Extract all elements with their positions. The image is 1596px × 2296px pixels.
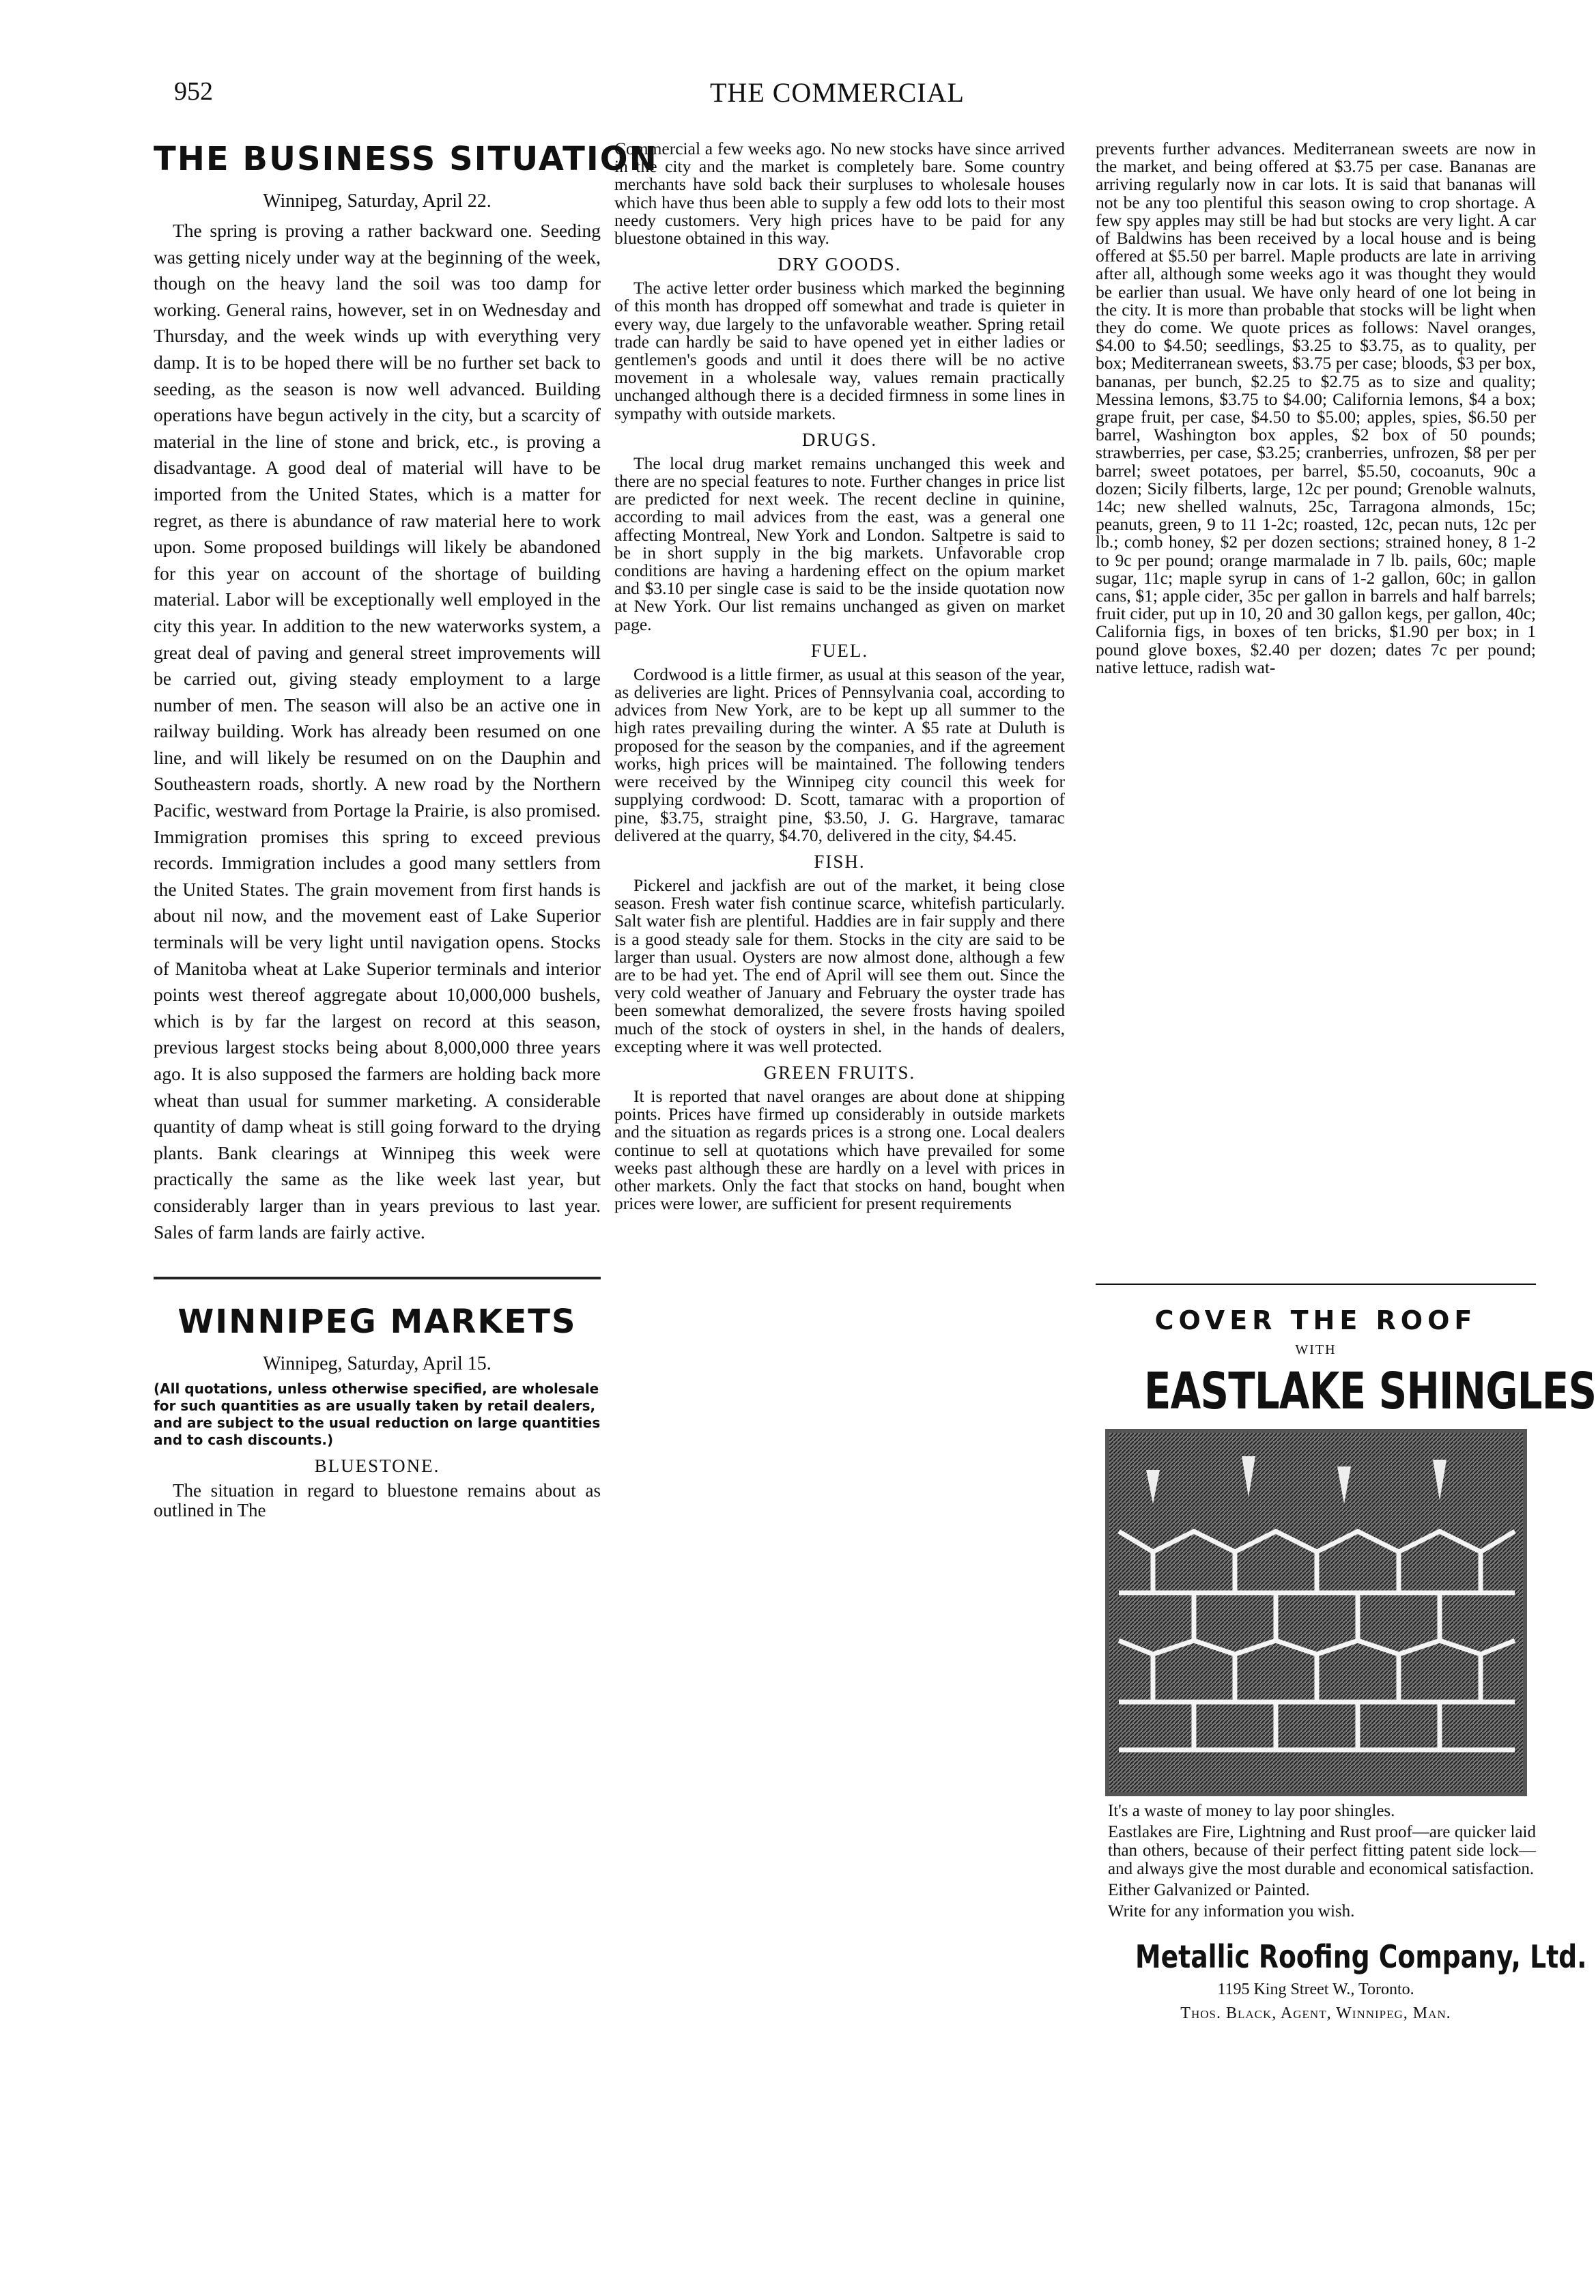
fuel-paragraph: Cordwood is a little firmer, as usual at this season of the year, as deliveries are light. Prices of Pennsylvania coal, according to advices from New York, are to be kept up all summer to the high rates prevailing during the winter. A $5 rate at Duluth is proposed for the season by the companies, and if the agreement works, high prices will be maintained. The following tenders were received by the Winnipeg city council this week for supplying cordwood: D. Scott, tamarac with a proportion of pine, $3.75, straight pine, $3.50, J. G. Hargrave, tamarac delivered at the quarry, $4.70, delivered in the city, $4.45. <box>614 664 1065 845</box>
bluestone-paragraph-start: The situation in regard to bluestone remains about as outlined in The <box>154 1480 601 1521</box>
ad-with: WITH <box>1295 1342 1337 1357</box>
business-situation-heading: THE BUSINESS SITUATION <box>154 140 658 178</box>
dry-goods-heading: DRY GOODS. <box>778 254 902 275</box>
fish-heading: FISH. <box>814 851 866 872</box>
green-fruits-paragraph-cont: prevents further advances. Mediterranean sweets are now in the market, and being offered at $3.75 per case. Bananas are arriving regularly now in car lots. It is said that bananas will not be any too plentiful this season owing to crop shortage. A few spy apples may still be had but stocks are very light. A car of Baldwins has been received by a local house and is being offered at $5.50 per barrel. Maple products are late in arriving after all, although some weeks ago it was thought they would be earlier than usual. We have only heard of one lot being in the city. It is more than probable that stocks will be light when they do come. We quote prices as follows: Navel oranges, $4.00 to $4.50; seedlings, $3.25 to $3.75, as to quality, per box; Mediterranean sweets, $3.75 per case; bloods, $3 per box, bananas, per bunch, $2.25 to $2.75 as to size and quality; Messina lemons, $3.75 to $4.00; California lemons, $4 a box; grape fruit, per case, $4.50 to $5.00; apples, spies, $6.50 per barrel, Washington box apples, $2 box of 50 pounds; strawberries, per case, $3.25; cranberries, unfrozen, $8 per per barrel; sweet potatoes, per barrel, $5.50, cocoanuts, 90c a dozen; Sicily filberts, large, 12c per pound; Grenoble walnuts, 14c; new shelled walnuts, 25c, Tarragona almonds, 15c; peanuts, green, 9 to 11 1-2c; roasted, 12c, pecan nuts, 12c per lb.; comb honey, $2 per dozen sections; strained honey, 8 1-2 to 9c per pound; orange marmalade in 7 lb. pails, 60c; maple sugar, 11c; maple syrup in cans of 1-2 gallon, 60c; in gallon cans, $1; apple cider, 35c per gallon in barrels and half barrels; fruit cider, put up in 10, 20 and 30 gallon kegs, per gallon, 40c; California figs, in boxes of ten bricks, $1.90 per box; in 1 pound glove boxes, $2.40 per dozen; dates 7c per pound; native lettuce, radish wat- <box>1096 139 1536 677</box>
quotations-note: (All quotations, unless otherwise specified, are wholesale for such quantities as are usually taken by retail dealers, and are subject to the usual reduction on large quantities and to cash discounts.) <box>154 1380 601 1449</box>
bluestone-paragraph-cont: Commercial a few weeks ago. No new stocks have since arrived in the city and the market is completely bare. Some country merchants have sold back their surpluses to wholesale houses which have thus been able to supply a few odd lots to their most needy customers. Very high prices have to be paid for any bluestone obtained in this way. <box>614 139 1065 249</box>
ad-headline: COVER THE ROOF <box>1154 1305 1477 1335</box>
ad-company-name: Metallic Roofing Company, Ltd. <box>1135 1938 1587 1975</box>
ad-address: 1195 King Street W., Toronto. <box>1217 1981 1414 1998</box>
business-paragraph: The spring is proving a rather backward one. Seeding was getting nicely under way at the beginning of the week, though on the heavy land the soil was too damp for working. General rains, however, set in on Wednesday and Thursday, and the week winds up with everything very damp. It is to be hoped there will be no further set back to seeding, as the season is now well advanced. Building operations have begun actively in the city, but a scarcity of material in the line of stone and brick, etc., is proving a disadvantage. A good deal of material will have to be imported from the United States, which is a matter for regret, as there is abundance of raw material here to work upon. Some proposed buildings will likely be abandoned for this year on account of the shortage of building material. Labor will be exceptionally well employed in the city this year. In addition to the new waterworks system, a great deal of paving and general street improvements will be carried out, giving steady employment to a large number of men. The season will also be an active one in railway building. Work has already been resumed on one line, and will likely be resumed on on the Dauphin and Southeastern roads, shortly. A new road by the Northern Pacific, westward from Portage la Prairie, is also promised. Immigration promises this spring to exceed previous records. Immigration includes a good many settlers from the United States. The grain movement from first hands is about nil now, and the movement east of Lake Superior terminals will be very light until navigation opens. Stocks of Manitoba wheat at Lake Superior terminals and interior points west thereof aggregate about 10,000,000 bushels, which is by far the largest on record at this season, previous largest stocks being about 8,000,000 three years ago. It is also supposed the farmers are holding back more wheat than usual for summer marketing. A considerable quantity of damp wheat is still going forward to the drying plants. Bank clearings at Winnipeg this week were practically the same as the like week last year, but considerably larger than in years previous to last year. Sales of farm lands are fairly active. <box>154 220 601 1243</box>
page-number: 952 <box>174 77 213 106</box>
ad-body-4: Write for any information you wish. <box>1108 1902 1355 1921</box>
dry-goods-paragraph: The active letter order business which marked the beginning of this month has dropped off somewhat and trade is quieter in every way, due largely to the unfavorable weather. Spring retail trade can hardly be said to have opened yet in either ladies or gentlemen's goods and until it does there will be no active movement in a wholesale way, values remain practically unchanged although there is a decided firmness in some lines in sympathy with outside markets. <box>614 278 1065 423</box>
ad-agent: Thos. Black, Agent, Winnipeg, Man. <box>1180 2004 1451 2022</box>
page-header <box>0 76 1595 117</box>
drugs-paragraph: The local drug market remains unchanged this week and there are no special features to note. Further changes in price list are predicted for next week. The recent decline in quinine, according to mail advices from the east, was a general one affecting Montreal, New York and London. Saltpetre is said to be in short supply in the big markets. Unfavorable crop conditions are having a hardening effect on the opium market and $3.10 per single case is said to be the inside quotation now at New York. Our list remains unchanged as given on market page. <box>614 453 1065 634</box>
ad-body-3: Either Galvanized or Painted. <box>1108 1881 1310 1899</box>
drugs-heading: DRUGS. <box>801 429 878 450</box>
shingle-roof-illustration <box>1105 1429 1527 1796</box>
green-fruits-heading: GREEN FRUITS. <box>763 1062 916 1083</box>
eastlake-shingles-advertisement <box>1096 1284 1596 2157</box>
ad-body-2: Eastlakes are Fire, Lightning and Rust proof—are quicker laid than others, because of their perfect fitting patent side lock—and always give the most durable and economical satisfaction. <box>1108 1823 1536 1878</box>
bluestone-heading: BLUESTONE. <box>314 1456 440 1477</box>
winnipeg-markets-heading: WINNIPEG MARKETS <box>177 1303 577 1342</box>
fish-paragraph: Pickerel and jackfish are out of the market, it being close season. Fresh water fish continue scarce, whitefish particularly. Salt water fish are plentiful. Haddies are in fair supply and there is a good steady sale for them. Stocks in the city are said to be larger than usual. Oysters are now almost done, although a few are to be had yet. The end of April will see them out. Since the very cold weather of January and February the oyster trade has been somewhat demoralized, the severe frosts having spoiled much of the stock of oysters in shel, in the hands of dealers, excepting where it was well protected. <box>614 875 1065 1056</box>
column-1 <box>154 140 658 2188</box>
business-dateline: Winnipeg, Saturday, April 22. <box>263 190 491 212</box>
ad-product-name: EASTLAKE SHINGLES <box>1143 1362 1596 1421</box>
ad-top-rule <box>1096 1284 1536 1285</box>
column-2 <box>614 140 1065 2188</box>
fuel-heading: FUEL. <box>810 640 869 661</box>
markets-dateline: Winnipeg, Saturday, April 15. <box>263 1353 491 1375</box>
ad-body-1: It's a waste of money to lay poor shingles. <box>1108 1802 1395 1820</box>
green-fruits-paragraph: It is reported that navel oranges are about done at shipping points. Prices have firmed up considerably in outside markets and the situation as regards prices is a strong one. Local dealers continue to sell at quotations which have prevailed for some weeks past although these are hardly on a level with prices in other markets. Only the fact that stocks on hand, bought when prices were lower, are sufficient for present requirements <box>614 1086 1065 1214</box>
publication-title: THE COMMERCIAL <box>710 77 965 108</box>
column-3 <box>1096 140 1536 1266</box>
